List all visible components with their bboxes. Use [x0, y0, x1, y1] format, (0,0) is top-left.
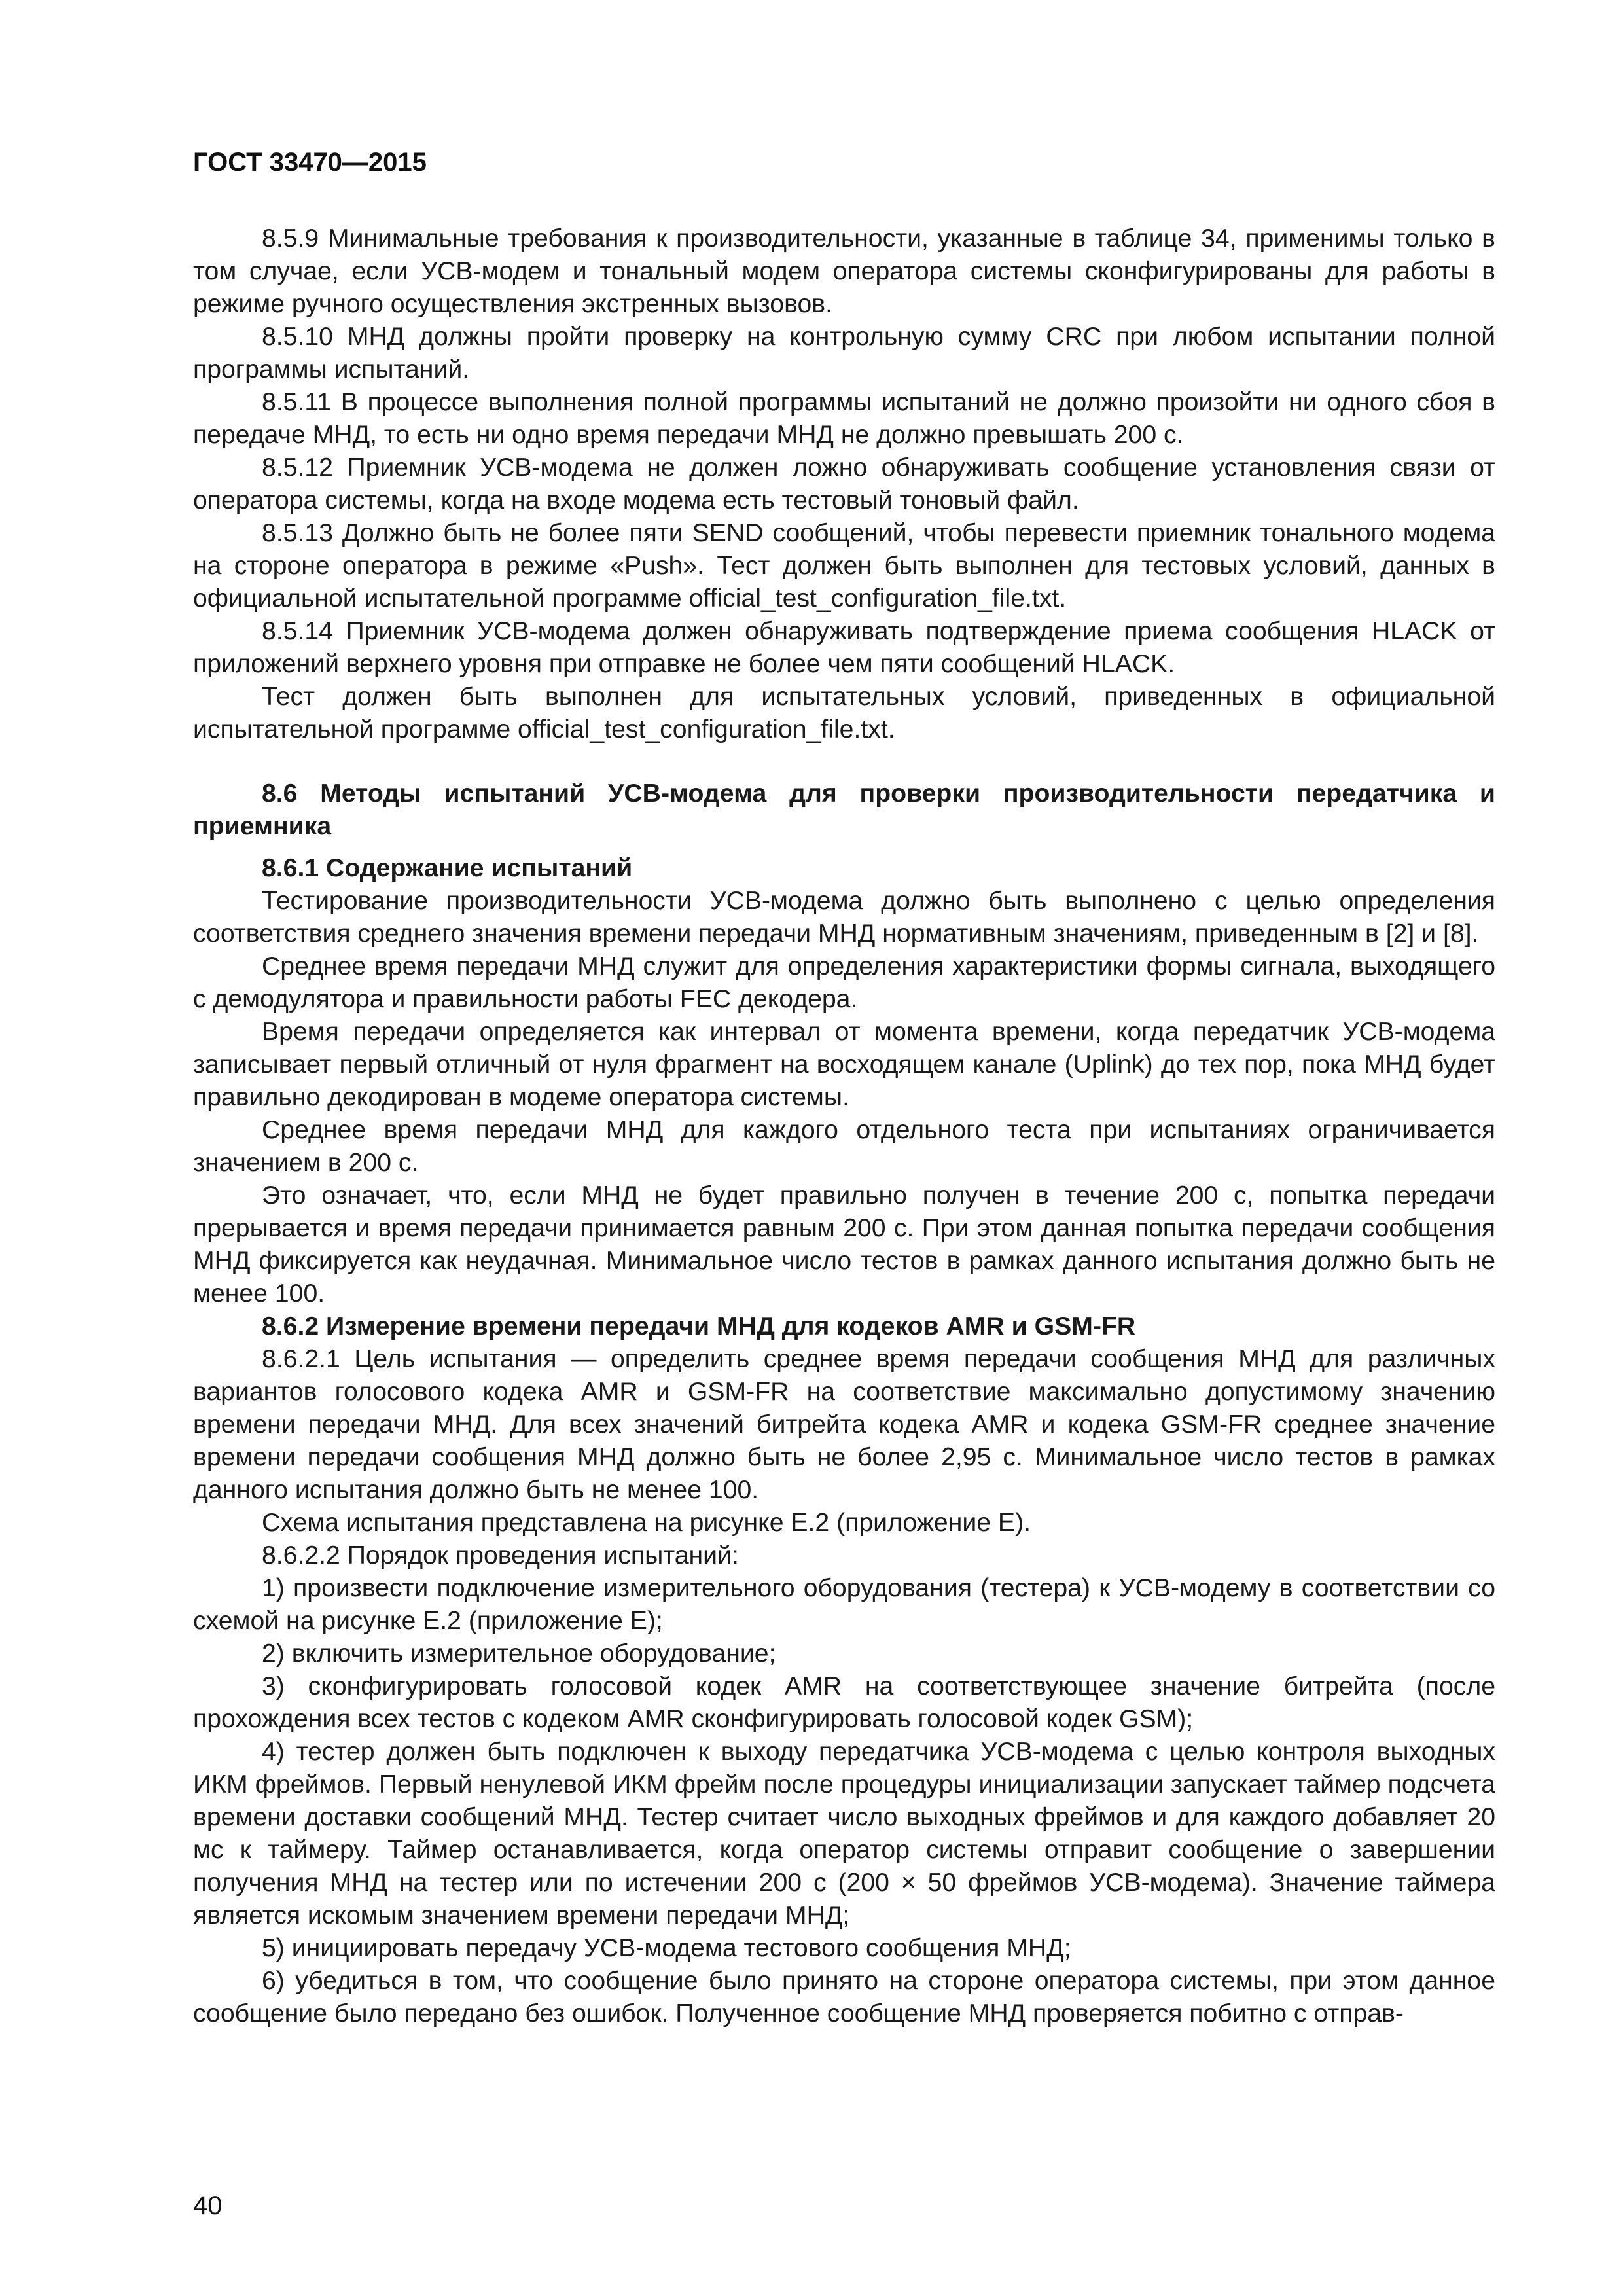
paragraph-8-5-12: 8.5.12 Приемник УСВ-модема не должен ложно обнаруживать сообщение установления связи от оператора системы, когда на входе модема есть тестовый тоновый файл. [193, 454, 1495, 514]
paragraph-8-6-1-e: Это означает, что, если МНД не будет правильно получен в течение 200 с, попытка передачи прерывается и время передачи принимается равным 200 с. При этом данная попытка передачи сообщения МНД фиксируется как неудачная. Минимальное число тестов в рамках данного испытания должно быть не менее 100. [193, 1181, 1495, 1308]
paragraph-8-6-1-a: Тестирование производительности УСВ-модема должно быть выполнено с целью определения соответствия среднего значения времени передачи МНД нормативным значениям, приведенным в [2] и [8]. [193, 887, 1495, 948]
procedure-step-2: 2) включить измерительное оборудование; [262, 1640, 776, 1668]
subsection-heading-8-6-2: 8.6.2 Измерение времени передачи МНД для кодеков AMR и GSM-FR [262, 1312, 1136, 1340]
procedure-step-3: 3) сконфигурировать голосовой кодек AMR на соответствующее значение битрейта (после прохождения всех тестов с кодеком AMR сконфигурировать голосовой кодек GSM); [193, 1672, 1495, 1733]
paragraph-8-6-1-b: Среднее время передачи МНД служит для определения характеристики формы сигнала, выходящего с демодулятора и правильности работы FEC декодера. [193, 952, 1495, 1013]
paragraph-8-5-13: 8.5.13 Должно быть не более пяти SEND сообщений, чтобы перевести приемник тонального модема на стороне оператора в режиме «Push». Тест должен быть выполнен для тестовых условий, данных в официальной испытательной программе official_test_configuration_file.txt. [193, 519, 1495, 613]
procedure-step-1: 1) произвести подключение измерительного оборудования (тестера) к УСВ-модему в соответствии со схемой на рисунке Е.2 (приложение Е); [193, 1574, 1495, 1635]
paragraph-8-5-14-continued: Тест должен быть выполнен для испытательных условий, приведенных в официальной испытательной программе official_test_configuration_file.txt. [193, 683, 1495, 744]
paragraph-8-6-1-d: Среднее время передачи МНД для каждого отдельного теста при испытаниях ограничивается значением в 200 с. [193, 1116, 1495, 1177]
paragraph-8-6-2-1: 8.6.2.1 Цель испытания — определить среднее время передачи сообщения МНД для различных вариантов голосового кодека AMR и GSM-FR на соответствие максимально допустимому значению времени передачи МНД. Для всех значений битрейта кодека AMR и кодека GSM-FR среднее значение времени передачи сообщения МНД должно быть не более 2,95 с. Минимальное число тестов в рамках данного испытания должно быть не менее 100. [193, 1345, 1495, 1504]
subsection-heading-8-6-1: 8.6.1 Содержание испытаний [262, 854, 633, 882]
paragraph-8-6-2-2: 8.6.2.2 Порядок проведения испытаний: [262, 1541, 739, 1570]
document-header: ГОСТ 33470—2015 [193, 148, 427, 177]
procedure-step-4: 4) тестер должен быть подключен к выходу передатчика УСВ-модема с целью контроля выходных ИКМ фреймов. Первый ненулевой ИКМ фрейм после процедуры инициализации запускает таймер подсчета времени доставки сообщений МНД. Тестер считает число выходных фреймов и для каждого добавляет 20 мс к таймеру. Таймер останавливается, когда оператор системы отправит сообщение о завершении получения МНД на тестер или по истечении 200 с (200 × 50 фреймов УСВ-модема). Значение таймера является искомым значением времени передачи МНД; [193, 1738, 1495, 1929]
procedure-step-6: 6) убедиться в том, что сообщение было принято на стороне оператора системы, при этом данное сообщение было передано без ошибок. Полученное сообщение МНД проверяется побитно с отправ- [193, 1967, 1495, 2028]
page-number: 40 [193, 2191, 223, 2220]
paragraph-8-5-14: 8.5.14 Приемник УСВ-модема должен обнаруживать подтверждение приема сообщения HLACK от приложений верхнего уровня при отправке не более чем пяти сообщений HLACK. [193, 617, 1495, 678]
paragraph-8-6-1-c: Время передачи определяется как интервал от момента времени, когда передатчик УСВ-модема записывает первый отличный от нуля фрагмент на восходящем канале (Uplink) до тех пор, пока МНД будет правильно декодирован в модеме оператора системы. [193, 1018, 1495, 1111]
paragraph-8-5-11: 8.5.11 В процессе выполнения полной программы испытаний не должно произойти ни одного сбоя в передаче МНД, то есть ни одно время передачи МНД не должно превышать 200 с. [193, 388, 1495, 449]
procedure-step-5: 5) инициировать передачу УСВ-модема тестового сообщения МНД; [262, 1934, 1071, 1962]
paragraph-scheme: Схема испытания представлена на рисунке Е.2 (приложение Е). [262, 1509, 1031, 1537]
document-body [193, 223, 1495, 2030]
section-heading-8-6: 8.6 Методы испытаний УСВ-модема для проверки производительности передатчика и приемника [193, 780, 1495, 840]
paragraph-8-5-9: 8.5.9 Минимальные требования к производительности, указанные в таблице 34, применимы только в том случае, если УСВ-модем и тональный модем оператора системы сконфигурированы для работы в режиме ручного осуществления экстренных вызовов. [193, 224, 1495, 318]
paragraph-8-5-10: 8.5.10 МНД должны пройти проверку на контрольную сумму CRC при любом испытании полной программы испытаний. [193, 323, 1495, 384]
